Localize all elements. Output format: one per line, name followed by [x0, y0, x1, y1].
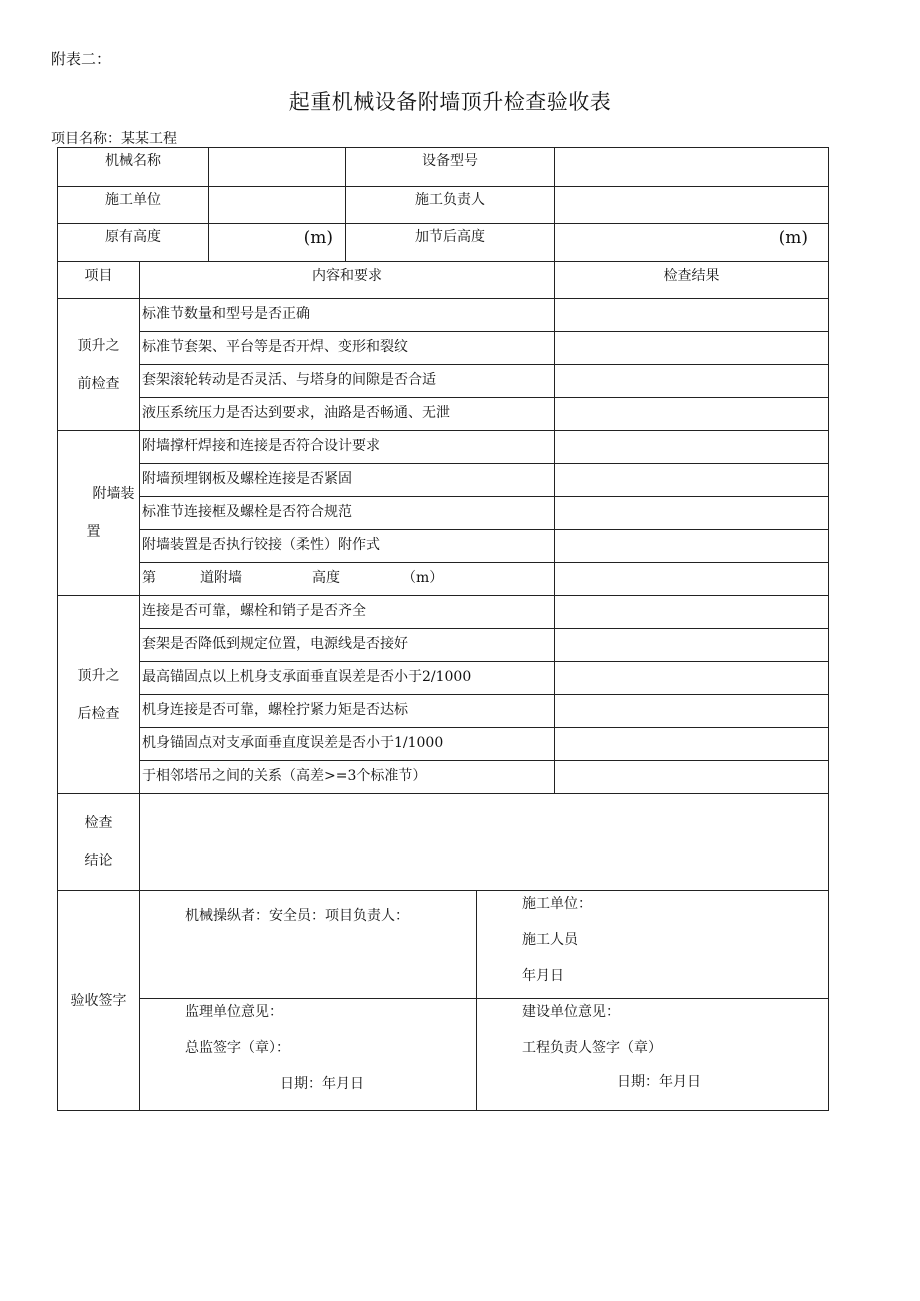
- added-height-unit[interactable]: (m): [555, 224, 829, 262]
- check-item: 附墙撑杆焊接和连接是否符合设计要求: [140, 431, 555, 464]
- owner-signoff[interactable]: [477, 999, 829, 1111]
- check-item: 机身锚固点对支承面垂直度误差是否小于1/1000: [140, 728, 555, 761]
- group-label-line2: 前检查: [77, 375, 120, 392]
- conclusion-row: [58, 794, 829, 891]
- check-item: 于相邻塔吊之间的关系（高差>=3个标准节）: [140, 761, 555, 794]
- project-name: [51, 128, 177, 148]
- check-item: 机身连接是否可靠，螺栓拧紧力矩是否达标: [140, 695, 555, 728]
- check-result[interactable]: [555, 662, 829, 695]
- check-item: 附墙预埋钢板及螺栓连接是否紧固: [140, 464, 555, 497]
- column-header-row: [58, 262, 829, 299]
- construction-unit-label: 施工单位: [58, 187, 209, 224]
- table-row: [58, 563, 829, 596]
- project-value: 某某工程: [121, 131, 177, 147]
- check-result[interactable]: [555, 299, 829, 332]
- ordinal-prefix: 第: [142, 570, 156, 586]
- table-row: [58, 431, 829, 464]
- table-row: [58, 761, 829, 794]
- check-result[interactable]: [555, 332, 829, 365]
- col-content-header: 内容和要求: [140, 262, 555, 299]
- check-item: 标准节套架、平台等是否开焊、变形和裂纹: [140, 332, 555, 365]
- group-label-line1: 顶升之: [77, 667, 120, 684]
- conclusion-label: [58, 794, 140, 891]
- attachment-count-suffix: 道附墙: [200, 570, 242, 586]
- check-item: 附墙装置是否执行铰接（柔性）附作式: [140, 530, 555, 563]
- supervisor-signoff[interactable]: [140, 999, 477, 1111]
- table-row: [58, 365, 829, 398]
- wall-attachment-height-row: [140, 563, 555, 596]
- check-item: 连接是否可靠，螺栓和销子是否齐全: [140, 596, 555, 629]
- table-row: [58, 530, 829, 563]
- check-item: 套架滚轮转动是否灵活、与塔身的间隙是否合适: [140, 365, 555, 398]
- table-row: [58, 332, 829, 365]
- table-row: [58, 695, 829, 728]
- construction-lead-value[interactable]: [555, 187, 829, 224]
- inspection-form: [57, 147, 828, 1111]
- col-result-header: 检查结果: [555, 262, 829, 299]
- table-row: [58, 728, 829, 761]
- group-before-jacking: [58, 299, 140, 431]
- table-row: [58, 464, 829, 497]
- conclusion-line1: 检查: [84, 815, 113, 831]
- check-result[interactable]: [555, 398, 829, 431]
- col-item-header: 项目: [58, 262, 140, 299]
- signoff-staff: 施工人员: [522, 932, 578, 948]
- height-unit: （m）: [402, 570, 444, 586]
- check-result[interactable]: [555, 497, 829, 530]
- conclusion-line2: 结论: [84, 853, 113, 869]
- signoff-unit: 施工单位：: [522, 896, 592, 912]
- table-row: [58, 497, 829, 530]
- page-title: 起重机械设备附墙顶升检查验收表: [288, 90, 612, 114]
- group-label-line2: 置: [86, 524, 101, 540]
- table-row: [58, 662, 829, 695]
- signoff-label: 验收签字: [58, 891, 140, 1111]
- model-label: 设备型号: [346, 148, 555, 187]
- conclusion-value[interactable]: [140, 794, 829, 891]
- signoff-row-1: [58, 891, 829, 999]
- check-item: 标准节连接框及螺栓是否符合规范: [140, 497, 555, 530]
- owner-date: 日期：年月日: [617, 1074, 701, 1090]
- info-row-3: [58, 224, 829, 262]
- inspection-table: [57, 147, 829, 1111]
- group-label-line2: 后检查: [77, 705, 120, 722]
- construction-unit-signoff[interactable]: [477, 891, 829, 999]
- model-value[interactable]: [555, 148, 829, 187]
- group-label-line1: 顶升之: [77, 337, 120, 354]
- attachment-label: 附表二：: [51, 50, 112, 68]
- check-result[interactable]: [555, 365, 829, 398]
- engineer-signature: 工程负责人签字（章）: [522, 1040, 662, 1056]
- check-result[interactable]: [555, 728, 829, 761]
- supervisor-opinion: 监理单位意见：: [185, 1004, 283, 1020]
- check-item: 套架是否降低到规定位置，电源线是否接好: [140, 629, 555, 662]
- check-item: 最高锚固点以上机身支承面垂直误差是否小于2/1000: [140, 662, 555, 695]
- machine-name-label: 机械名称: [58, 148, 209, 187]
- group-wall-attachment: [58, 431, 140, 596]
- check-result[interactable]: [555, 629, 829, 662]
- signoff-row-2: [58, 999, 829, 1111]
- construction-lead-label: 施工负责人: [346, 187, 555, 224]
- info-row-1: [58, 148, 829, 187]
- check-result[interactable]: [555, 464, 829, 497]
- signoff-date: 年月日: [522, 968, 564, 984]
- check-item: 液压系统压力是否达到要求，油路是否畅通、无泄: [140, 398, 555, 431]
- table-row: [58, 596, 829, 629]
- group-after-jacking: [58, 596, 140, 794]
- project-label: 项目名称：: [51, 131, 121, 147]
- operator-signatures[interactable]: [140, 891, 477, 999]
- supervisor-date: 日期：年月日: [280, 1076, 364, 1092]
- check-result[interactable]: [555, 596, 829, 629]
- group-label-line1: 附墙装: [92, 486, 135, 502]
- original-height-label: 原有高度: [58, 224, 209, 262]
- check-result[interactable]: [555, 695, 829, 728]
- check-result[interactable]: [555, 563, 829, 596]
- table-row: [58, 629, 829, 662]
- table-row: [58, 299, 829, 332]
- height-label: 高度: [312, 570, 340, 586]
- chief-signature: 总监签字（章）：: [185, 1040, 290, 1056]
- check-result[interactable]: [555, 530, 829, 563]
- original-height-unit[interactable]: (m): [209, 224, 346, 262]
- check-result[interactable]: [555, 761, 829, 794]
- added-height-label: 加节后高度: [346, 224, 555, 262]
- check-item: 标准节数量和型号是否正确: [140, 299, 555, 332]
- table-row: [58, 398, 829, 431]
- owner-opinion: 建设单位意见：: [522, 1004, 620, 1020]
- operator-signature-line: 机械操纵者：安全员：项目负责人：: [185, 908, 409, 924]
- machine-name-value[interactable]: [209, 148, 346, 187]
- construction-unit-value[interactable]: [209, 187, 346, 224]
- check-result[interactable]: [555, 431, 829, 464]
- info-row-2: [58, 187, 829, 224]
